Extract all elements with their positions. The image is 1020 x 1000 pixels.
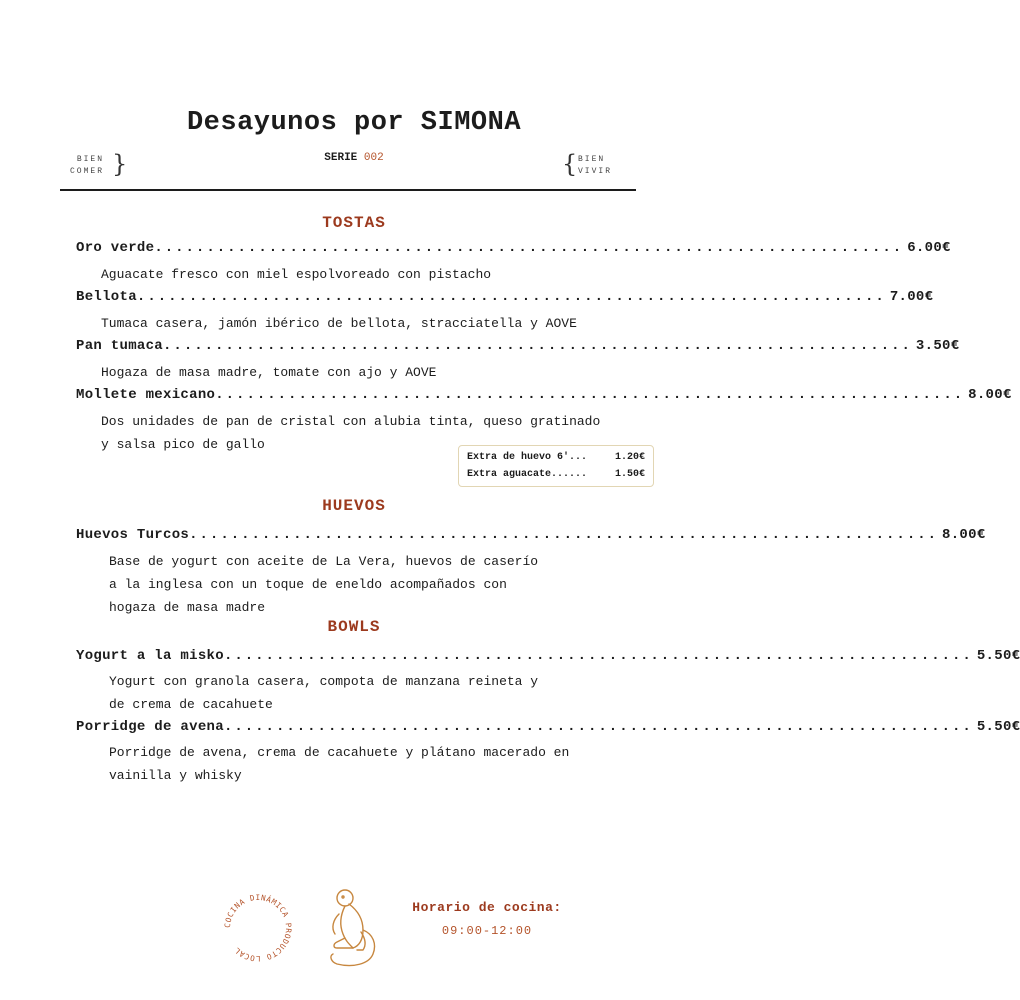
item-price: 8.00€ [968, 387, 1012, 403]
dot-leader: ........................................................................ [223, 719, 973, 735]
menu-item [76, 527, 986, 543]
extra-label: Extra aguacate...... [467, 469, 588, 480]
dot-leader: ........................................................................ [136, 289, 886, 305]
item-description [109, 741, 569, 787]
menu-item [76, 387, 1012, 403]
description-line: y salsa pico de gallo [101, 437, 265, 452]
description-line: Hogaza de masa madre, tomate con ajo y AOVE [101, 365, 437, 380]
section-title-bowls: BOWLS [327, 618, 381, 636]
item-name: Mollete mexicano [76, 387, 216, 403]
item-description [101, 263, 491, 286]
dot-leader: ........................................................................ [154, 240, 904, 256]
tag-left-line1: BIEN [76, 155, 105, 164]
kitchen-hours-value: 09:00-12:00 [441, 924, 533, 938]
menu-item [76, 648, 1020, 664]
menu-item [76, 289, 934, 305]
dot-leader: ........................................................................ [223, 648, 973, 664]
item-description [101, 361, 436, 384]
section-title-tostas: TOSTAS [322, 214, 386, 232]
item-price: 3.50€ [915, 338, 960, 354]
description-line: Tumaca casera, jamón ibérico de bellota, stracciatella y AOVE [101, 316, 577, 331]
item-name: Porridge de avena [76, 719, 224, 735]
tag-right-line1: BIEN [578, 155, 606, 164]
cocina-seal-logo [218, 888, 298, 968]
tag-right-line2: VIVIR [578, 167, 613, 176]
item-price: 8.00€ [942, 527, 986, 543]
dot-leader: ........................................................................ [215, 387, 965, 403]
item-price: 7.00€ [889, 289, 934, 305]
item-price: 5.50€ [976, 719, 1020, 735]
serie-number: 002 [363, 152, 384, 164]
monkey-icon [323, 884, 387, 972]
description-line: vainilla y whisky [109, 768, 242, 783]
description-line: hogaza de masa madre [109, 600, 266, 615]
menu-item [76, 719, 1020, 735]
item-description [101, 312, 577, 335]
item-description [109, 670, 538, 716]
bien-vivir-tag [578, 154, 612, 178]
description-line: Base de yogurt con aceite de La Vera, huevos de caserío [109, 554, 539, 569]
description-line: a la inglesa con un toque de eneldo acompañados con [109, 577, 507, 592]
tag-left-line2: COMER [70, 167, 105, 176]
description-line: Aguacate fresco con miel espolvoreado con pistacho [101, 267, 492, 282]
item-name: Oro verde [76, 240, 155, 256]
item-name: Pan tumaca [76, 338, 164, 354]
extra-label: Extra de huevo 6'... [467, 452, 588, 463]
description-line: Dos unidades de pan de cristal con alubia tinta, queso gratinado [101, 414, 601, 429]
dot-leader: ........................................................................ [163, 338, 912, 354]
item-description [109, 550, 538, 619]
menu-item [76, 338, 960, 354]
item-price: 6.00€ [907, 240, 951, 256]
kitchen-hours-label: Horario de cocina: [412, 900, 562, 915]
extras-box [458, 445, 654, 487]
item-price: 5.50€ [976, 648, 1020, 664]
description-line: de crema de cacahuete [109, 697, 273, 712]
brace-left: } [112, 150, 128, 178]
item-name: Yogurt a la misko [76, 648, 224, 664]
section-title-huevos: HUEVOS [322, 497, 386, 515]
description-line: Yogurt con granola casera, compota de manzana reineta y [109, 674, 539, 689]
description-line: Porridge de avena, crema de cacahuete y plátano macerado en [109, 745, 570, 760]
extra-row [467, 449, 645, 466]
extra-price: 1.50€ [614, 469, 645, 480]
item-name: Bellota [76, 289, 137, 305]
extra-row [467, 466, 645, 483]
menu-item [76, 240, 951, 256]
dot-leader: ........................................................................ [189, 527, 939, 543]
seal-text: COCINA DINÁMICA PRODUCTO LOCAL [222, 892, 294, 964]
svg-text:COCINA DINÁMICA PRODUCTO LOCAL [223, 893, 293, 963]
serie-text: SERIE [324, 152, 358, 164]
header-divider [60, 189, 636, 191]
extra-price: 1.20€ [614, 452, 645, 463]
item-name: Huevos Turcos [76, 527, 190, 543]
page-title: Desayunos por SIMONA [186, 108, 522, 138]
brace-right: { [562, 150, 578, 178]
